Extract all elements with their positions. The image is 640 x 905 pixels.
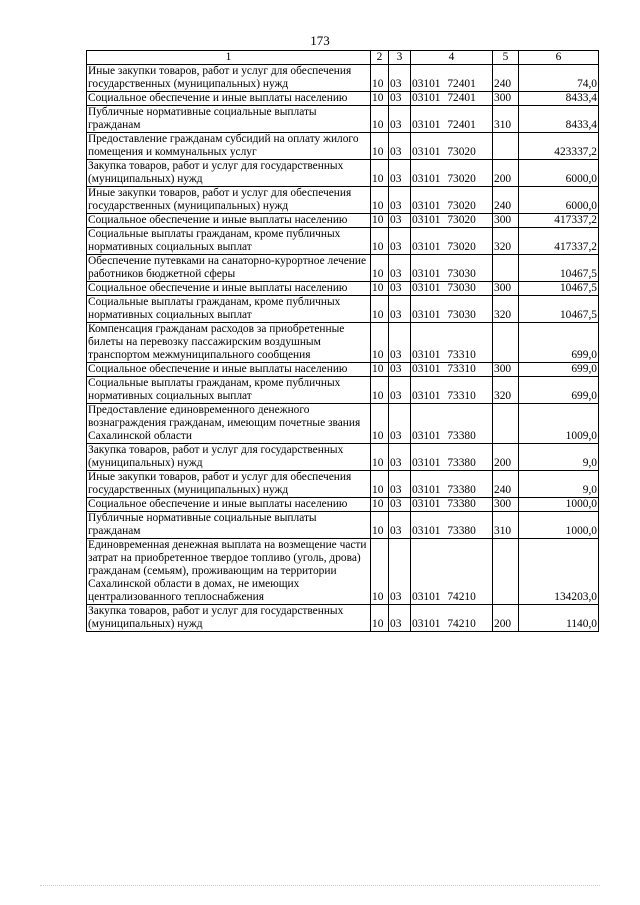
column-header: 6	[519, 51, 599, 65]
row-amount-cell: 699,0	[519, 323, 599, 363]
table-row	[87, 282, 599, 296]
row-subsection-cell: 03	[389, 160, 411, 187]
row-expense-type-cell: 200	[493, 444, 519, 471]
row-name-cell: Социальное обеспечение и иные выплаты населению	[87, 92, 371, 106]
row-expense-type-cell: 300	[493, 363, 519, 377]
row-code-cell: 03101 73310	[411, 323, 493, 363]
row-subsection-cell: 03	[389, 106, 411, 133]
row-amount-cell: 417337,2	[519, 228, 599, 255]
row-section-cell: 10	[371, 65, 389, 92]
row-name-cell: Обеспечение путевками на санаторно-курортное лечение работников бюджетной сферы	[87, 255, 371, 282]
row-subsection-cell: 03	[389, 133, 411, 160]
row-amount-cell: 134203,0	[519, 539, 599, 605]
row-expense-type-cell: 300	[493, 282, 519, 296]
table-row	[87, 605, 599, 632]
row-section-cell: 10	[371, 106, 389, 133]
row-subsection-cell: 03	[389, 65, 411, 92]
row-expense-type-cell	[493, 404, 519, 444]
row-section-cell: 10	[371, 444, 389, 471]
row-subsection-cell: 03	[389, 512, 411, 539]
row-amount-cell: 423337,2	[519, 133, 599, 160]
row-subsection-cell: 03	[389, 605, 411, 632]
column-header: 3	[389, 51, 411, 65]
row-expense-type-cell: 300	[493, 498, 519, 512]
row-amount-cell: 9,0	[519, 444, 599, 471]
row-name-cell: Закупка товаров, работ и услуг для государственных (муниципальных) нужд	[87, 444, 371, 471]
row-code-cell: 03101 74210	[411, 605, 493, 632]
row-subsection-cell: 03	[389, 404, 411, 444]
row-section-cell: 10	[371, 605, 389, 632]
row-expense-type-cell: 240	[493, 471, 519, 498]
row-subsection-cell: 03	[389, 228, 411, 255]
row-amount-cell: 74,0	[519, 65, 599, 92]
row-name-cell: Социальные выплаты гражданам, кроме публичных нормативных социальных выплат	[87, 228, 371, 255]
row-name-cell: Иные закупки товаров, работ и услуг для обеспечения государственных (муниципальных) нужд	[87, 65, 371, 92]
row-name-cell: Публичные нормативные социальные выплаты гражданам	[87, 512, 371, 539]
row-name-cell: Публичные нормативные социальные выплаты гражданам	[87, 106, 371, 133]
row-subsection-cell: 03	[389, 296, 411, 323]
row-name-cell: Иные закупки товаров, работ и услуг для обеспечения государственных (муниципальных) нужд	[87, 471, 371, 498]
table-row	[87, 160, 599, 187]
page-number: 173	[310, 33, 330, 48]
row-amount-cell: 1140,0	[519, 605, 599, 632]
table-row	[87, 92, 599, 106]
table-row	[87, 363, 599, 377]
row-section-cell: 10	[371, 228, 389, 255]
row-code-cell: 03101 73030	[411, 255, 493, 282]
row-subsection-cell: 03	[389, 323, 411, 363]
table-row	[87, 228, 599, 255]
row-amount-cell: 10467,5	[519, 296, 599, 323]
column-header: 1	[87, 51, 371, 65]
row-section-cell: 10	[371, 160, 389, 187]
row-name-cell: Закупка товаров, работ и услуг для государственных (муниципальных) нужд	[87, 160, 371, 187]
budget-table-body	[87, 51, 599, 632]
table-row	[87, 377, 599, 404]
scan-artifact-line	[40, 885, 600, 888]
row-name-cell: Социальное обеспечение и иные выплаты населению	[87, 282, 371, 296]
row-amount-cell: 8433,4	[519, 92, 599, 106]
row-subsection-cell: 03	[389, 498, 411, 512]
row-name-cell: Социальные выплаты гражданам, кроме публичных нормативных социальных выплат	[87, 377, 371, 404]
table-row	[87, 65, 599, 92]
row-subsection-cell: 03	[389, 255, 411, 282]
row-name-cell: Социальное обеспечение и иные выплаты населению	[87, 363, 371, 377]
row-code-cell: 03101 73310	[411, 363, 493, 377]
budget-table	[86, 50, 599, 632]
row-expense-type-cell: 310	[493, 512, 519, 539]
row-amount-cell: 6000,0	[519, 160, 599, 187]
row-code-cell: 03101 73380	[411, 404, 493, 444]
row-amount-cell: 6000,0	[519, 187, 599, 214]
table-row	[87, 539, 599, 605]
row-section-cell: 10	[371, 133, 389, 160]
row-expense-type-cell: 200	[493, 605, 519, 632]
row-section-cell: 10	[371, 404, 389, 444]
row-expense-type-cell: 300	[493, 214, 519, 228]
row-subsection-cell: 03	[389, 363, 411, 377]
row-subsection-cell: 03	[389, 214, 411, 228]
row-amount-cell: 10467,5	[519, 255, 599, 282]
row-code-cell: 03101 73310	[411, 377, 493, 404]
row-amount-cell: 1009,0	[519, 404, 599, 444]
table-header-row	[87, 51, 599, 65]
row-name-cell: Закупка товаров, работ и услуг для государственных (муниципальных) нужд	[87, 605, 371, 632]
row-section-cell: 10	[371, 282, 389, 296]
row-expense-type-cell: 240	[493, 187, 519, 214]
row-section-cell: 10	[371, 377, 389, 404]
row-section-cell: 10	[371, 498, 389, 512]
table-row	[87, 214, 599, 228]
row-expense-type-cell: 310	[493, 106, 519, 133]
row-subsection-cell: 03	[389, 282, 411, 296]
row-code-cell: 03101 73020	[411, 228, 493, 255]
table-row	[87, 471, 599, 498]
row-section-cell: 10	[371, 187, 389, 214]
row-subsection-cell: 03	[389, 377, 411, 404]
row-amount-cell: 9,0	[519, 471, 599, 498]
row-subsection-cell: 03	[389, 471, 411, 498]
row-name-cell: Компенсация гражданам расходов за приобретенные билеты на перевозку пассажирским воздушным транспортом межмуниципального сообщения	[87, 323, 371, 363]
row-expense-type-cell: 320	[493, 377, 519, 404]
row-name-cell: Предоставление гражданам субсидий на оплату жилого помещения и коммунальных услуг	[87, 133, 371, 160]
table-row	[87, 106, 599, 133]
row-section-cell: 10	[371, 363, 389, 377]
row-code-cell: 03101 72401	[411, 106, 493, 133]
row-expense-type-cell: 300	[493, 92, 519, 106]
table-row	[87, 512, 599, 539]
row-name-cell: Иные закупки товаров, работ и услуг для обеспечения государственных (муниципальных) нужд	[87, 187, 371, 214]
row-expense-type-cell	[493, 539, 519, 605]
table-row	[87, 498, 599, 512]
table-row	[87, 255, 599, 282]
row-amount-cell: 417337,2	[519, 214, 599, 228]
row-code-cell: 03101 73030	[411, 296, 493, 323]
row-code-cell: 03101 73380	[411, 512, 493, 539]
row-code-cell: 03101 73380	[411, 471, 493, 498]
row-amount-cell: 1000,0	[519, 498, 599, 512]
row-name-cell: Предоставление единовременного денежного вознаграждения гражданам, имеющим почетные звания Сахалинской области	[87, 404, 371, 444]
column-header: 4	[411, 51, 493, 65]
column-header: 5	[493, 51, 519, 65]
row-expense-type-cell: 320	[493, 228, 519, 255]
table-row	[87, 187, 599, 214]
row-subsection-cell: 03	[389, 187, 411, 214]
row-section-cell: 10	[371, 92, 389, 106]
row-amount-cell: 1000,0	[519, 512, 599, 539]
row-amount-cell: 10467,5	[519, 282, 599, 296]
row-code-cell: 03101 73380	[411, 444, 493, 471]
row-subsection-cell: 03	[389, 539, 411, 605]
row-code-cell: 03101 73380	[411, 498, 493, 512]
row-code-cell: 03101 73020	[411, 160, 493, 187]
row-section-cell: 10	[371, 471, 389, 498]
row-section-cell: 10	[371, 255, 389, 282]
row-expense-type-cell: 240	[493, 65, 519, 92]
table-row	[87, 133, 599, 160]
row-code-cell: 03101 73030	[411, 282, 493, 296]
row-code-cell: 03101 73020	[411, 187, 493, 214]
row-expense-type-cell	[493, 133, 519, 160]
table-row	[87, 444, 599, 471]
row-amount-cell: 8433,4	[519, 106, 599, 133]
row-subsection-cell: 03	[389, 92, 411, 106]
row-section-cell: 10	[371, 512, 389, 539]
row-code-cell: 03101 73020	[411, 214, 493, 228]
row-expense-type-cell	[493, 255, 519, 282]
row-section-cell: 10	[371, 323, 389, 363]
row-name-cell: Социальное обеспечение и иные выплаты населению	[87, 498, 371, 512]
row-expense-type-cell	[493, 323, 519, 363]
row-section-cell: 10	[371, 214, 389, 228]
row-subsection-cell: 03	[389, 444, 411, 471]
table-row	[87, 296, 599, 323]
row-amount-cell: 699,0	[519, 377, 599, 404]
row-name-cell: Социальные выплаты гражданам, кроме публичных нормативных социальных выплат	[87, 296, 371, 323]
column-header: 2	[371, 51, 389, 65]
table-row	[87, 404, 599, 444]
row-code-cell: 03101 74210	[411, 539, 493, 605]
row-code-cell: 03101 72401	[411, 92, 493, 106]
row-name-cell: Социальное обеспечение и иные выплаты населению	[87, 214, 371, 228]
row-name-cell: Единовременная денежная выплата на возмещение части затрат на приобретенное твердое топливо (уголь, дрова) гражданам (семьям), проживающим на территории Сахалинской области в домах, не имеющих централизованного теплоснабжения	[87, 539, 371, 605]
row-expense-type-cell: 200	[493, 160, 519, 187]
row-code-cell: 03101 73020	[411, 133, 493, 160]
row-expense-type-cell: 320	[493, 296, 519, 323]
row-amount-cell: 699,0	[519, 363, 599, 377]
row-section-cell: 10	[371, 539, 389, 605]
table-row	[87, 323, 599, 363]
row-section-cell: 10	[371, 296, 389, 323]
row-code-cell: 03101 72401	[411, 65, 493, 92]
